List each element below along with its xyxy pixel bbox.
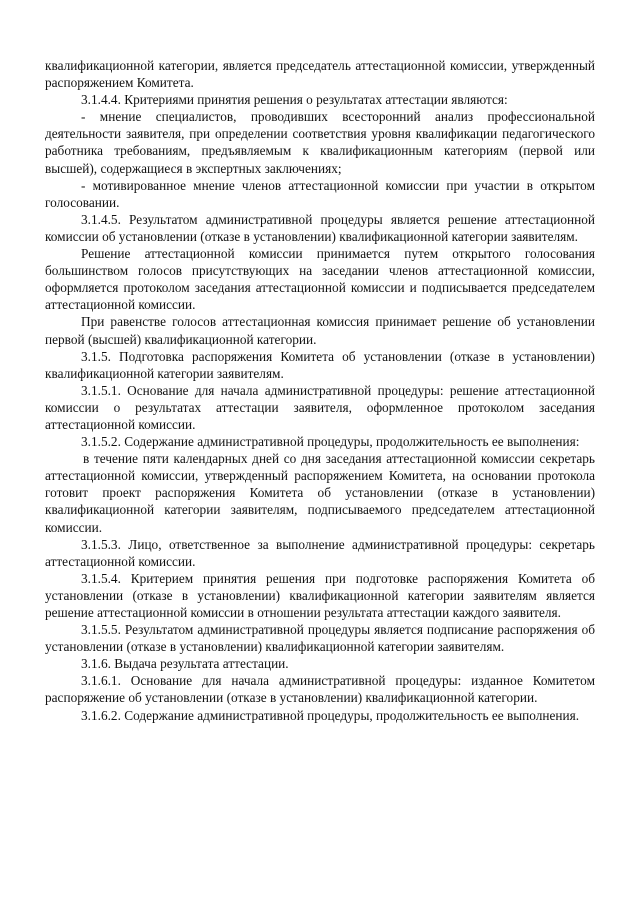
- paragraph-criteria-voting: - мотивированное мнение членов аттестационной комиссии при участии в открытом голосовании.: [45, 177, 595, 210]
- paragraph-3-1-5-2: 3.1.5.2. Содержание административной процедуры, продолжительность ее выполнения:: [81, 434, 580, 450]
- paragraph-3-1-5-1: 3.1.5.1. Основание для начала административной процедуры: решение аттестационной комиссии о результатах аттестации заявителя, оформленное протоколом заседания аттестационной комиссии.: [45, 382, 595, 432]
- paragraph-3-1-5-5: 3.1.5.5. Результатом административной процедуры является подписание распоряжения об установлении (отказе в установлении) квалификационной категории заявителям.: [45, 622, 595, 655]
- paragraph-3-1-4-5: 3.1.4.5. Результатом административной процедуры является решение аттестационной комиссии об установлении (отказе в установлении) квалификационной категории заявителям.: [45, 211, 595, 244]
- paragraph-3-1-5: 3.1.5. Подготовка распоряжения Комитета об установлении (отказе в установлении) квалификационной категории заявителям.: [45, 348, 595, 381]
- paragraph-criteria-specialists: - мнение специалистов, проводивших всесторонний анализ профессиональной деятельности заявителя, при определении соответствия уровня квалификации педагогического работника требованиям, предъявляемым к квалификационным категориям (первой или высшей), содержащиеся в экспертных заключениях;: [45, 109, 595, 176]
- paragraph-decision-voting: Решение аттестационной комиссии принимается путем открытого голосования большинством голосов присутствующих на заседании членов аттестационной комиссии, оформляется протоколом заседания аттестационной комиссии и подписывается председателем аттестационной комиссии.: [45, 246, 595, 313]
- paragraph-3-1-6: 3.1.6. Выдача результата аттестации.: [81, 656, 289, 672]
- paragraph-3-1-6-2: 3.1.6.2. Содержание административной процедуры, продолжительность ее выполнения.: [81, 707, 580, 723]
- paragraph-3-1-5-4: 3.1.5.4. Критерием принятия решения при подготовке распоряжения Комитета об установлении (отказе в установлении) квалификационной категории заявителям является решение аттестационной комиссии в отношении результата аттестации каждого заявителя.: [45, 570, 595, 620]
- paragraph-3-1-6-1: 3.1.6.1. Основание для начала административной процедуры: изданное Комитетом распоряжение об установлении (отказе в установлении) квалификационной категории.: [45, 673, 595, 706]
- paragraph-3-1-4-4: 3.1.4.4. Критериями принятия решения о результатах аттестации являются:: [81, 92, 508, 108]
- document-page: [45, 57, 595, 724]
- paragraph-equal-votes: При равенстве голосов аттестационная комиссия принимает решение об установлении первой (высшей) квалификационной категории.: [45, 314, 595, 347]
- paragraph-five-days: в течение пяти календарных дней со дня заседания аттестационной комиссии секретарь аттестационной комиссии, утвержденный распоряжением Комитета, на основании протокола готовит проект распоряжения Комитета об установлении (отказе в установлении) квалификационной категории заявителям, подписываемого председателем аттестационной комиссии.: [45, 451, 595, 535]
- paragraph-continuation: квалификационной категории, является председатель аттестационной комиссии, утвержденный распоряжением Комитета.: [45, 58, 595, 91]
- paragraph-3-1-5-3: 3.1.5.3. Лицо, ответственное за выполнение административной процедуры: секретарь аттестационной комиссии.: [45, 536, 595, 569]
